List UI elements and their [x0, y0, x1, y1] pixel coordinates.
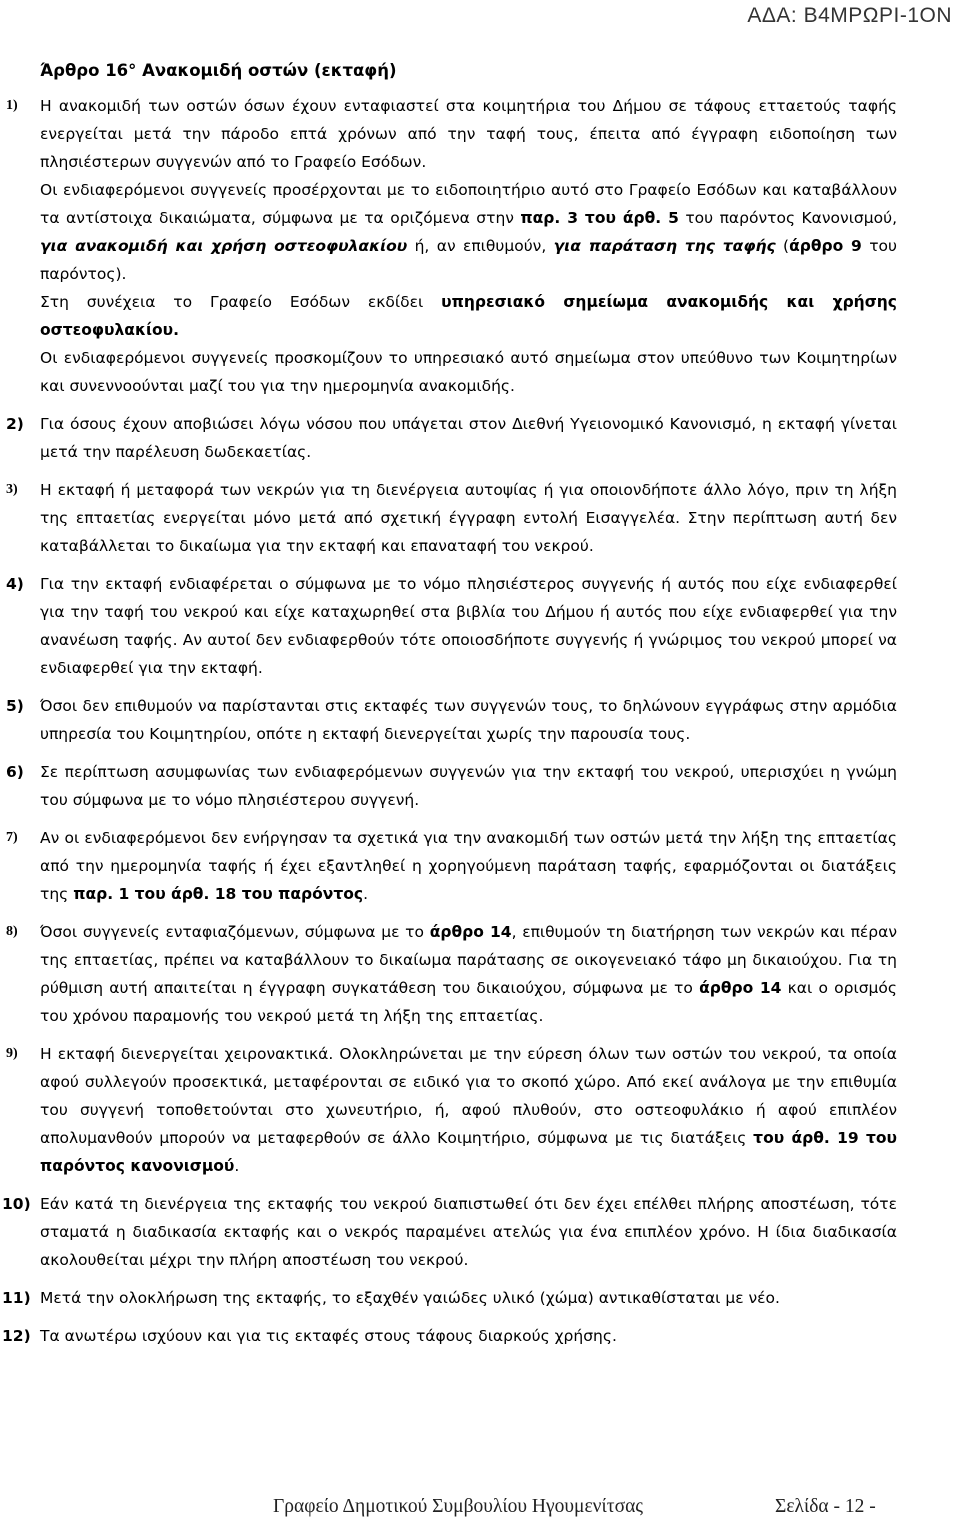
emphasis-text: για ανακομιδή και χρήση οστεοφυλακίου	[40, 237, 408, 255]
item-paragraph	[40, 692, 897, 748]
item-number: 1)	[6, 98, 18, 113]
item-number: 12)	[2, 1327, 31, 1345]
item-paragraph	[40, 918, 897, 1030]
item-number: 7)	[6, 830, 18, 845]
item-paragraph	[40, 824, 897, 908]
item-number: 6)	[6, 763, 24, 781]
emphasis-text: του άρθ. 19 του παρόντος κανονισμού	[40, 1129, 897, 1175]
emphasis-text: για παράταση της ταφής	[553, 237, 776, 255]
emphasis-text: παρ. 1 του άρθ. 18 του παρόντος	[73, 885, 364, 903]
document-body	[2, 56, 898, 1350]
list-item	[6, 918, 898, 1030]
text-run: .	[234, 1157, 240, 1175]
item-paragraph	[40, 344, 897, 400]
list-item	[2, 1190, 897, 1274]
item-paragraph	[40, 758, 897, 814]
emphasis-text: άρθρο 14	[699, 979, 782, 997]
emphasis-text: άρθρο 9	[789, 237, 862, 255]
item-paragraph	[40, 570, 897, 682]
text-run: Μετά την ολοκλήρωση της εκταφής, το εξαχθέν γαιώδες υλικό (χώμα) αντικαθίσταται με νέο.	[40, 1289, 780, 1307]
item-paragraph	[40, 176, 897, 288]
list-item	[6, 758, 897, 814]
text-run: , επιθυμούν τη διατήρηση των νεκρών και πέραν της επταετίας, πρέπει να καταβάλλουν το δικαίωμα παράτασης σε οικογενειακό τάφο μη δικαιούχου. Για τη ρύθμιση αυτή απαιτείται η έγγραφη συγκατάθεση του δικαιούχου, σύμφωνα με το	[40, 923, 898, 997]
item-paragraph	[40, 92, 897, 176]
text-run: Τα ανωτέρω ισχύουν και για τις εκταφές στους τάφους διαρκούς χρήσης.	[40, 1327, 617, 1345]
text-run: του παρόντος).	[40, 237, 898, 283]
ada-code: ΑΔΑ: Β4ΜΡΩΡΙ-1ΟΝ	[747, 4, 952, 27]
list-item	[6, 410, 897, 466]
list-item	[6, 92, 898, 400]
text-run: .	[363, 885, 368, 903]
item-number: 4)	[6, 575, 24, 593]
item-paragraph	[40, 1040, 897, 1180]
item-paragraph	[40, 1284, 897, 1312]
text-run: Εάν κατά τη διενέργεια της εκταφής του νεκρού διαπιστωθεί ότι δεν έχει επέλθει πλήρης αποστέωση, τότε σταματά η διαδικασία εκταφής και ο νεκρός παραμένει ατελώς για ένα επιπλέον χρόνο. Η ίδια διαδικασία ακολουθείται μέχρι την πλήρη αποστέωση του νεκρού.	[40, 1195, 897, 1269]
list-item	[6, 1040, 897, 1180]
text-run: Αν οι ενδιαφερόμενοι δεν ενήργησαν τα σχετικά για την ανακομιδή των οστών μετά την λήξη της επταετίας από την ημερομηνία ταφής ή έχει εξαντληθεί η χορηγούμενη παράταση ταφής, εφαρμόζονται οι διατάξεις της	[40, 829, 897, 903]
text-run: Όσοι δεν επιθυμούν να παρίστανται στις εκταφές των συγγενών τους, το δηλώνουν εγγράφως στην αρμόδια υπηρεσία του Κοιμητηρίου, οπότε η εκταφή διενεργείται χωρίς την παρουσία τους.	[40, 697, 897, 743]
article-title: Άρθρο 16° Ανακομιδή οστών (εκταφή)	[40, 61, 397, 80]
article-items	[2, 92, 898, 1350]
text-run: Η ανακομιδή των οστών όσων έχουν ενταφιαστεί στα κοιμητήρια του Δήμου σε τάφους ετταετούς ταφής ενεργείται μετά την πάροδο επτά χρόνων από την ταφή τους, έπειτα από έγγραφη ειδοποίηση των πλησιέστερων συγγενών από το Γραφείο Εσόδων.	[40, 97, 897, 171]
list-item	[6, 692, 897, 748]
text-run: Η εκταφή ή μεταφορά των νεκρών για τη διενέργεια αυτοψίας ή για οποιονδήποτε άλλο λόγο, πριν τη λήξη της επταετίας ενεργείται μόνο μετά από σχετική έγγραφη εντολή Εισαγγελέα. Στην περίπτωση αυτή δεν καταβάλλεται το δικαίωμα για την εκταφή και επαναταφή του νεκρού.	[40, 481, 897, 555]
list-item	[6, 570, 897, 682]
emphasis-text: άρθρο 14	[429, 923, 512, 941]
text-run: (	[775, 237, 790, 255]
item-number: 2)	[6, 415, 24, 433]
item-number: 11)	[2, 1289, 31, 1307]
emphasis-text: υπηρεσιακό σημείωμα ανακομιδής και χρήσης οστεοφυλακίου.	[40, 293, 897, 339]
item-paragraph	[40, 410, 897, 466]
list-item	[2, 1322, 897, 1350]
text-run: του παρόντος Κανονισμού,	[678, 209, 897, 227]
text-run: και ο ορισμός του χρόνου παραμονής του νεκρού μετά τη λήξη της επταετίας.	[40, 979, 897, 1025]
item-paragraph	[40, 288, 897, 344]
footer-office: Γραφείο Δημοτικού Συμβουλίου Ηγουμενίτσας	[273, 1496, 644, 1517]
text-run: ή, αν επιθυμούν,	[407, 237, 554, 255]
item-number: 10)	[2, 1195, 31, 1213]
item-paragraph	[40, 1190, 897, 1274]
text-run: Για όσους έχουν αποβιώσει λόγω νόσου που υπάγεται στον Διεθνή Υγειονομικό Κανονισμό, η εκταφή γίνεται μετά την παρέλευση δωδεκαετίας.	[40, 415, 897, 461]
item-paragraph	[40, 1322, 897, 1350]
text-run: Οι ενδιαφερόμενοι συγγενείς προσέρχονται με το ειδοποιητήριο αυτό στο Γραφείο Εσόδων και καταβάλλουν τα αντίστοιχα δικαιώματα, σύμφωνα με τα οριζόμενα στην	[40, 181, 897, 227]
item-number: 3)	[6, 482, 18, 497]
item-number: 9)	[6, 1046, 18, 1061]
text-run: Για την εκταφή ενδιαφέρεται ο σύμφωνα με το νόμο πλησιέστερος συγγενής ή αυτός που είχε ενδιαφερθεί για την ταφή του νεκρού και είχε καταχωρηθεί στα βιβλία του Δήμου ή αυτός που είχε ενδιαφερθεί για την ανανέωση ταφής. Αν αυτοί δεν ενδιαφερθούν τότε οποιοσδήποτε συγγενής ή γνώριμος του νεκρού μπορεί να ενδιαφερθεί για την εκταφή.	[40, 575, 897, 677]
text-run: Στη συνέχεια το Γραφείο Εσόδων εκδίδει	[40, 293, 442, 311]
text-run: Οι ενδιαφερόμενοι συγγενείς προσκομίζουν το υπηρεσιακό αυτό σημείωμα στον υπεύθυνο των Κοιμητηρίων και συνεννοούνται μαζί του για την ημερομηνία ανακομιδής.	[40, 349, 897, 395]
footer-page-number: Σελίδα - 12 -	[775, 1496, 876, 1517]
list-item	[6, 824, 897, 908]
text-run: Όσοι συγγενείς ενταφιαζόμενων, σύμφωνα με το	[40, 923, 430, 941]
text-run: Σε περίπτωση ασυμφωνίας των ενδιαφερόμενων συγγενών για την εκταφή του νεκρού, υπερισχύει η γνώμη του σύμφωνα με το νόμο πλησιέστερου συγγενή.	[40, 763, 897, 809]
text-run: Η εκταφή διενεργείται χειρονακτικά. Ολοκληρώνεται με την εύρεση όλων των οστών του νεκρού, τα οποία αφού συλλεγούν προσεκτικά, μεταφέρονται σε ειδικό για το σκοπό χώρο. Από εκεί ανάλογα με την επιθυμία του συγγενή τοποθετούνται στο χωνευτήριο, ή, αφού πλυθούν, στο οστεοφυλάκιο ή αφού επιπλέον απολυμανθούν μπορούν να μεταφερθούν σε άλλο Κοιμητήριο, σύμφωνα με τις διατάξεις	[40, 1045, 897, 1147]
item-paragraph	[40, 476, 897, 560]
item-number: 8)	[6, 924, 18, 939]
list-item	[2, 1284, 897, 1312]
emphasis-text: παρ. 3 του άρθ. 5	[520, 209, 679, 227]
item-number: 5)	[6, 697, 24, 715]
list-item	[6, 476, 897, 560]
